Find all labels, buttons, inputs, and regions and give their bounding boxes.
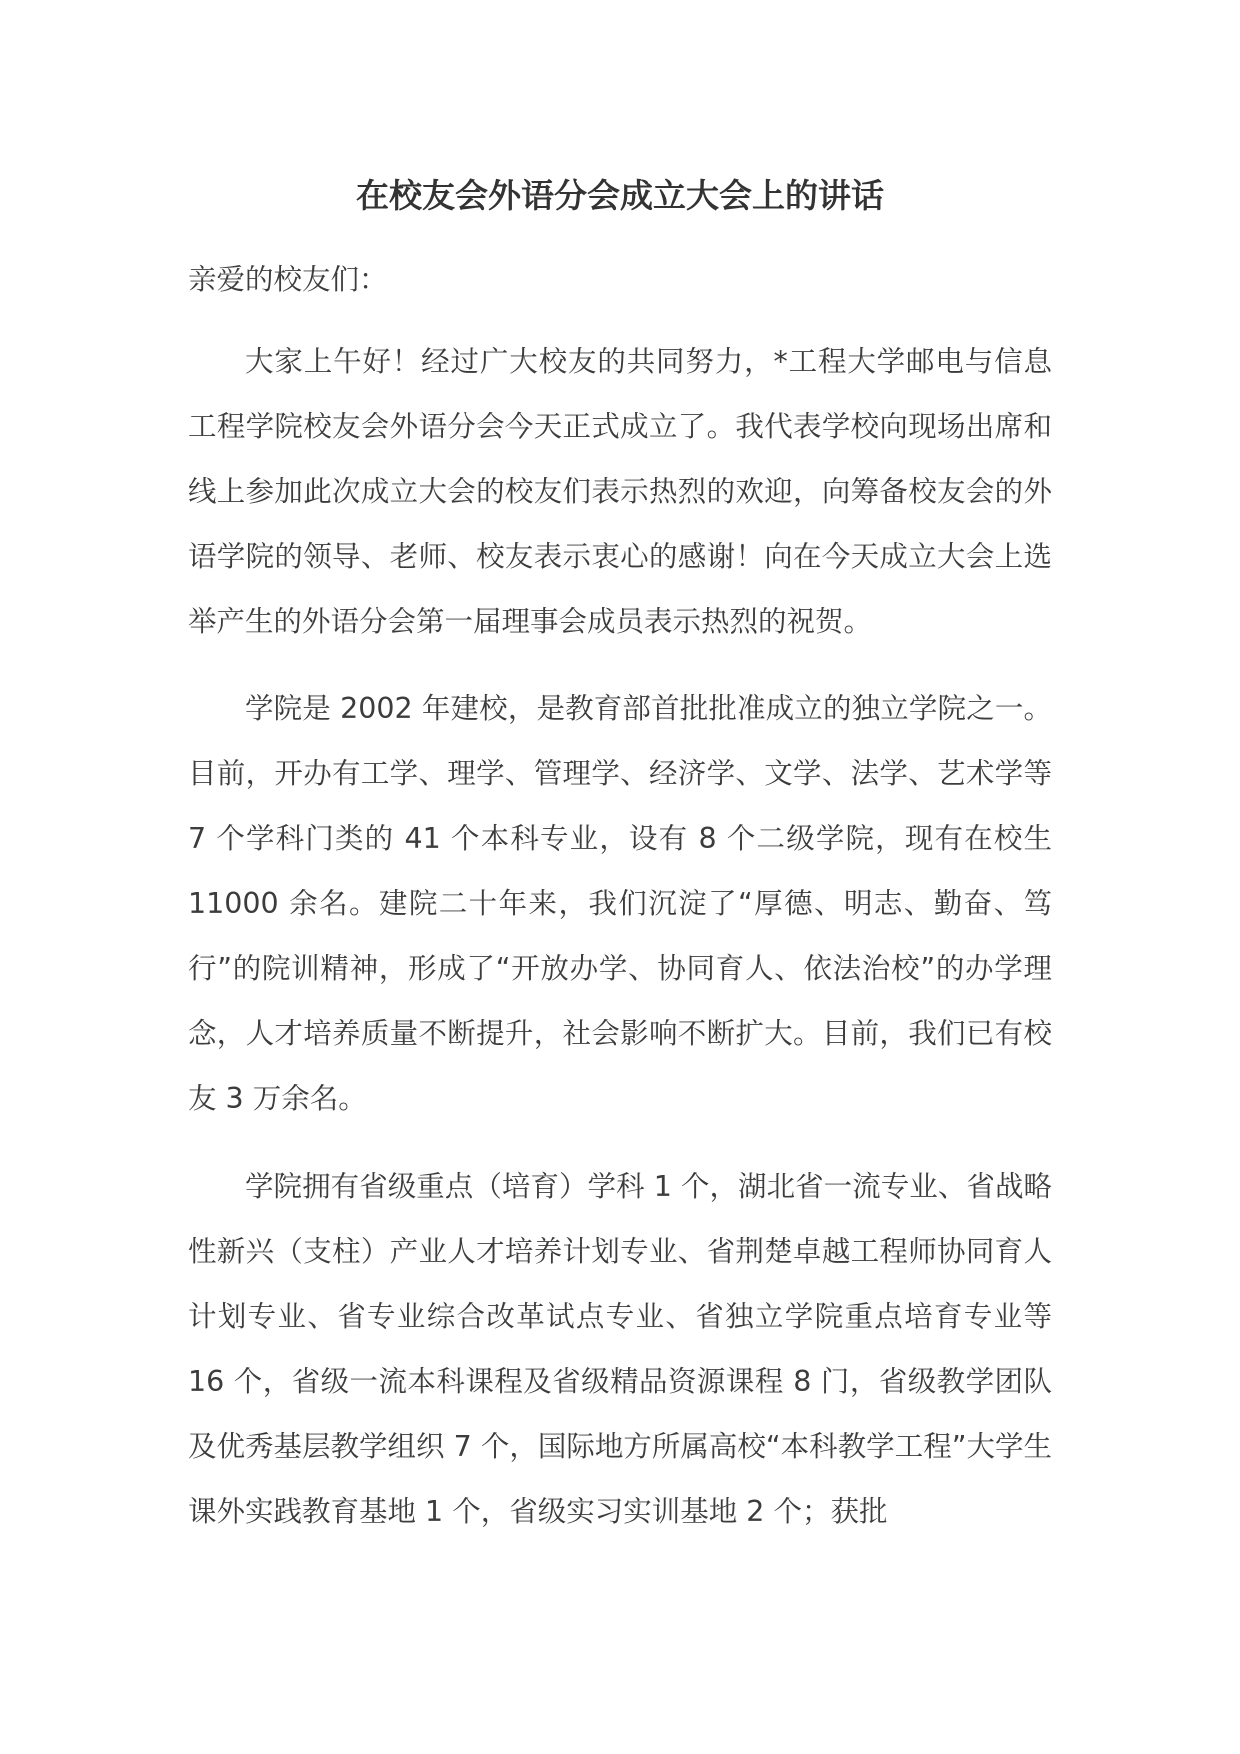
greeting-line: 亲爱的校友们： xyxy=(188,263,388,296)
paragraph-3: 学院拥有省级重点（培育）学科 1 个，湖北省一流专业、省战略性新兴（支柱）产业人才培养计划专业、省荆楚卓越工程师协同育人计划专业、省专业综合改革试点专业、省独立学院重点培育专业等 16 个，省级一流本科课程及省级精品资源课程 8 门，省级教学团队及优秀基层教学组织 7 个，国际地方所属高校“本科教学工程”大学生课外实践教育基地 1 个，省级实习实训基地 2 个；获批 xyxy=(188,1170,1052,1528)
document-title: 在校友会外语分会成立大会上的讲话 xyxy=(356,176,884,215)
paragraph-2: 学院是 2002 年建校，是教育部首批批准成立的独立学院之一。目前，开办有工学、理学、管理学、经济学、文学、法学、艺术学等 7 个学科门类的 41 个本科专业，设有 8 个二级学院，现有在校生 11000 余名。建院二十年来，我们沉淀了“厚德、明志、勤奋、笃行”的院训精神，形成了“开放办学、协同育人、依法治校”的办学理念，人才培养质量不断提升，社会影响不断扩大。目前，我们已有校友 3 万余名。 xyxy=(188,692,1052,1115)
paragraph-1: 大家上午好！经过广大校友的共同努力，*工程大学邮电与信息工程学院校友会外语分会今天正式成立了。我代表学校向现场出席和线上参加此次成立大会的校友们表示热烈的欢迎，向筹备校友会的外语学院的领导、老师、校友表示衷心的感谢！向在今天成立大会上选举产生的外语分会第一届理事会成员表示热烈的祝贺。 xyxy=(188,345,1052,638)
